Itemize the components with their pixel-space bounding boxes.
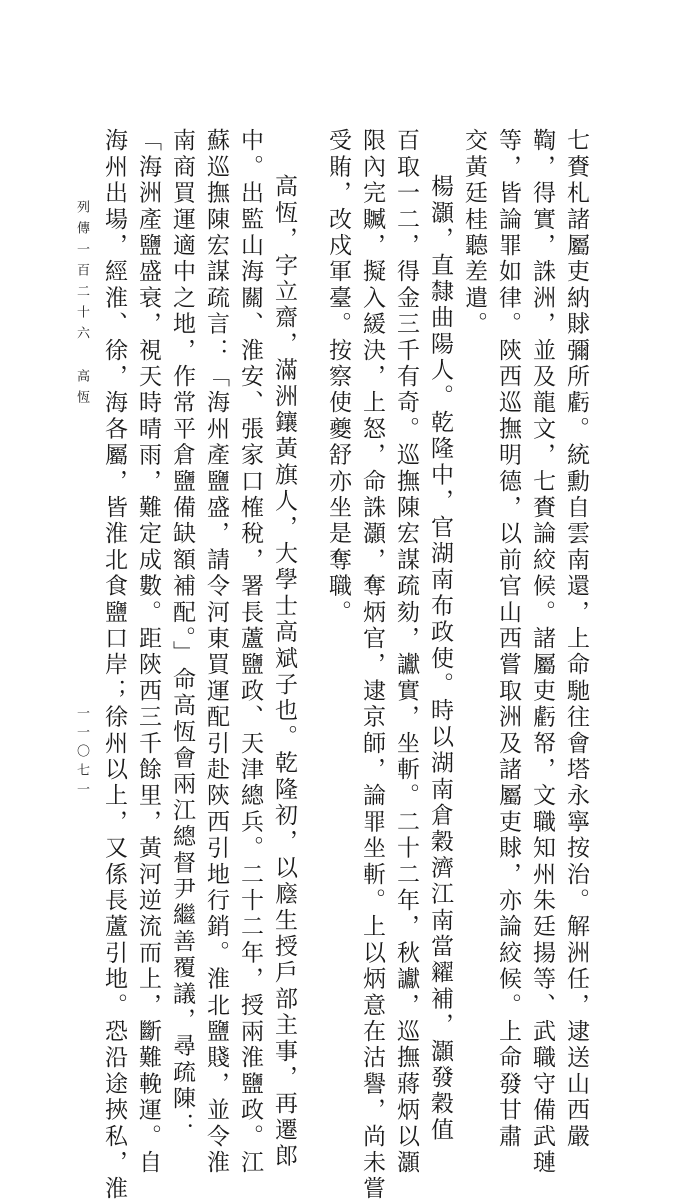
running-header [72, 200, 91, 411]
text-column-5: 楊灝，直隸曲陽人。乾隆中，官湖南布政使。時以湖南倉穀濟江南當糴補，灝發穀值 [427, 174, 453, 1144]
text-column-8: 受賄，改戍軍臺。按察使夔舒亦坐是奪職。 [325, 128, 351, 626]
text-column-6: 百取一二，得金三千有奇。巡撫陳宏謀疏劾，讞實，坐斬。二十二年，秋讞，巡撫蔣炳以灝 [393, 128, 419, 1176]
text-column-11: 蘇巡撫陳宏謀疏言：「海州產鹽盛，請令河東買運配引赴陝西引地行銷。淮北鹽賤，並令淮 [203, 128, 229, 1176]
text-column-12: 南商買運適中之地，作常平倉鹽備缺額補配。」命高恆會兩江總督尹繼善覆議，尋疏陳： [169, 128, 195, 1139]
page-number: 一一〇七一 [74, 706, 89, 801]
running-subject: 高恆 [74, 369, 89, 411]
text-column-3: 等，皆論罪如律。陝西巡撫明德，以前官山西嘗取洲及諸屬吏賕，亦論絞候。上命發甘肅 [495, 128, 521, 1150]
text-column-10: 中。出監山海關、淮安、張家口榷稅，署長蘆鹽政、天津總兵。二十二年，授兩淮鹽政。江 [237, 128, 263, 1176]
text-column-14: 海州出場，經淮、徐，海各屬，皆淮北食鹽口岸；徐州以上，又係長蘆引地。恐沿途挾私，淮 [101, 128, 127, 1202]
text-column-2: 鞫，得實，誅洲，並及龍文，七賚論絞候。諸屬吏虧帑，文職知州朱廷揚等、武職守備武璉 [529, 128, 555, 1176]
text-column-1: 七賚札諸屬吏納賕彌所虧。統勳自雲南還，上命馳往會塔永寧按治。解洲任，逮送山西嚴 [563, 128, 589, 1150]
text-column-7: 限內完贓，擬入緩決，上怒，命誅灝，奪炳官，逮京師，論罪坐斬。上以炳意在沽譽，尚未嘗 [359, 128, 385, 1202]
text-column-4: 交黃廷桂聽差遣。 [461, 128, 487, 338]
text-column-13: 「海洲產鹽盛衰，視天時晴雨，難定成數。距陝西三千餘里，黃河逆流而上，斷難輓運。自 [135, 128, 161, 1176]
running-title: 列傳一百二十六 [74, 200, 89, 347]
text-column-9: 高恆，字立齋，滿洲鑲黃旗人，大學士高斌子也。乾隆初，以廕生授戶部主事，再遷郎 [271, 174, 297, 1170]
